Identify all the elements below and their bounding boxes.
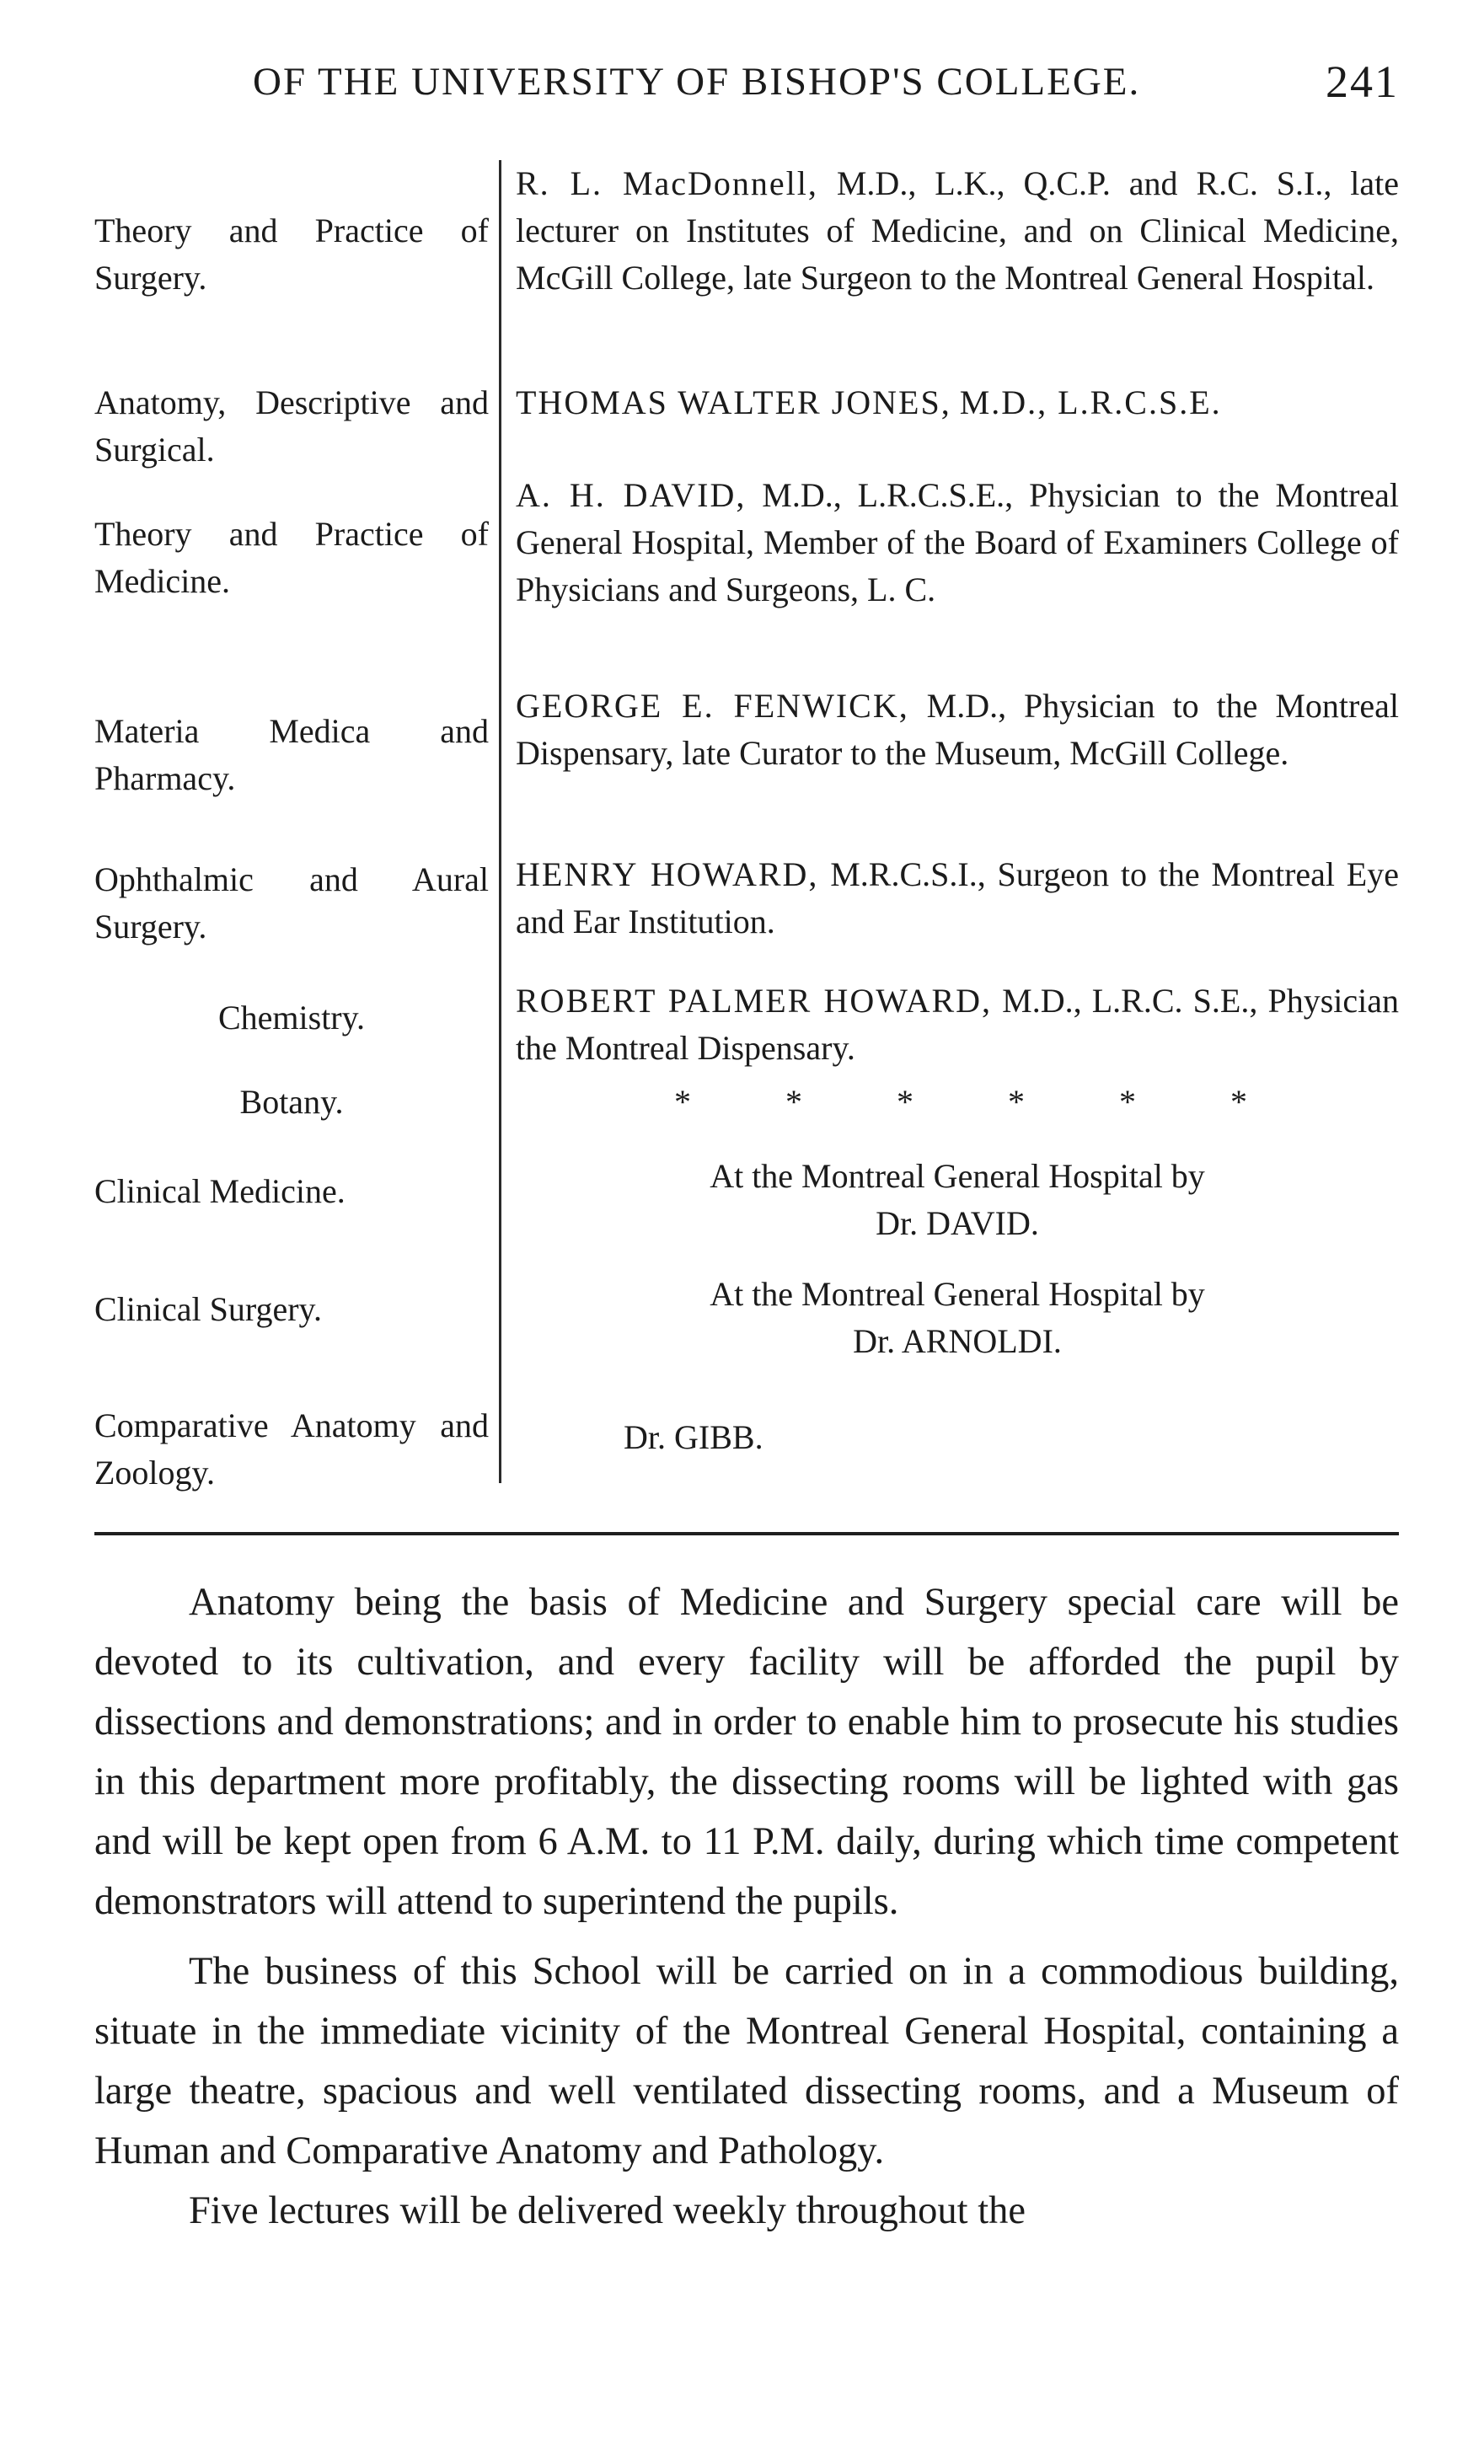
professor-name: A. H. DAVID, (516, 476, 747, 514)
asterisk: * (785, 1083, 802, 1121)
subject-label: Ophthalmic and Aural Surgery. (94, 860, 489, 945)
body-text (94, 1572, 1399, 2241)
professor-entry (516, 683, 1399, 777)
paragraph: Five lectures will be delivered weekly throughout the (189, 2189, 1026, 2232)
clinic-doctor: Dr. DAVID. (876, 1204, 1039, 1242)
professor-entry (516, 978, 1399, 1072)
paragraph: Anatomy being the basis of Medicine and Surgery special care will be devoted to its cultivation, and every facility will be afforded the pupil by dissections and demonstrations; and in order to enable him to prosecute his studies in this department more profitably, the dissecting rooms will be lighted with gas and will be kept open from 6 A.M. to 11 P.M. daily, during which time competent demonstrators will attend to superintend the pupils. (94, 1581, 1399, 1923)
clinic-doctor: Dr. ARNOLDI. (853, 1322, 1062, 1360)
professor-details: M.D., Physician to the Montreal Dispensary, late Curator to the Museum, McGill College. (516, 687, 1399, 772)
clinic-line: At the Montreal General Hospital by (710, 1275, 1205, 1313)
professor-name: HENRY HOWARD, (516, 855, 819, 893)
running-head (253, 56, 1399, 118)
subject-label: Theory and Practice of Medicine. (94, 515, 489, 600)
subject-label: Botany. (239, 1083, 344, 1121)
clinic-line: At the Montreal General Hospital by (710, 1157, 1205, 1195)
subject-label: Chemistry. (217, 999, 366, 1036)
page-number: 241 (1326, 56, 1399, 107)
subject-label: Comparative Anatomy and Zoology. (94, 1406, 489, 1492)
running-title: OF THE UNIVERSITY OF BISHOP'S COLLEGE. (253, 60, 1141, 104)
section-divider-rule (94, 1532, 1399, 1535)
professor-details: M.D., L.R.C.S.E. (959, 383, 1222, 421)
professor-entry (624, 1414, 1382, 1461)
professor-entry (516, 379, 1399, 426)
professor-entry (516, 472, 1399, 613)
professor-name: GEORGE E. FENWICK, (516, 687, 909, 725)
professor-entry (516, 851, 1399, 945)
subject-label: Anatomy, Descriptive and Surgical. (94, 383, 489, 469)
asterisk: * (897, 1083, 913, 1121)
professor-name: Dr. GIBB. (624, 1418, 763, 1456)
asterisk: * (1230, 1083, 1247, 1121)
professor-details: M.D., L.R.C.S.E., Physician to the Montreal General Hospital, Member of the Board of Examiners College of Physicians and Surgeons, L. C. (516, 476, 1400, 608)
column-divider-rule (499, 160, 501, 1483)
subject-label: Clinical Surgery. (94, 1290, 322, 1328)
subject-label: Clinical Medicine. (94, 1172, 346, 1210)
professor-entry (516, 160, 1399, 302)
asterisk: * (1008, 1083, 1025, 1121)
professor-details: M.R.C.S.I., Surgeon to the Montreal Eye and Ear Institution. (516, 855, 1399, 940)
professor-name: ROBERT PALMER HOWARD, (516, 982, 993, 1020)
subject-label: Materia Medica and Pharmacy. (94, 712, 489, 797)
professor-entry (516, 1271, 1399, 1365)
professor-entry (516, 1153, 1399, 1247)
professor-details: M.D., L.R.C. S.E., Physician the Montreal Dispensary. (516, 982, 1399, 1067)
asterisk: * (674, 1083, 691, 1121)
asterisk: * (1119, 1083, 1136, 1121)
professor-details: M.D., L.K., Q.C.P. and R.C. S.I., late lecturer on Institutes of Medicine, and on Clinical Medicine, McGill College, late Surgeon to the Montreal General Hospital. (516, 164, 1399, 297)
subject-label: Theory and Practice of Surgery. (94, 212, 489, 297)
vacancy-asterisks (674, 1082, 1247, 1122)
professor-name: R. L. MacDonnell, (516, 164, 818, 202)
professor-name: THOMAS WALTER JONES, (516, 383, 951, 421)
paragraph: The business of this School will be carried on in a commodious building, situate in the immediate vicinity of the Montreal General Hospital, containing a large theatre, spacious and well ventilated dissecting rooms, and a Museum of Human and Comparative Anatomy and Pathology. (94, 1950, 1399, 2172)
